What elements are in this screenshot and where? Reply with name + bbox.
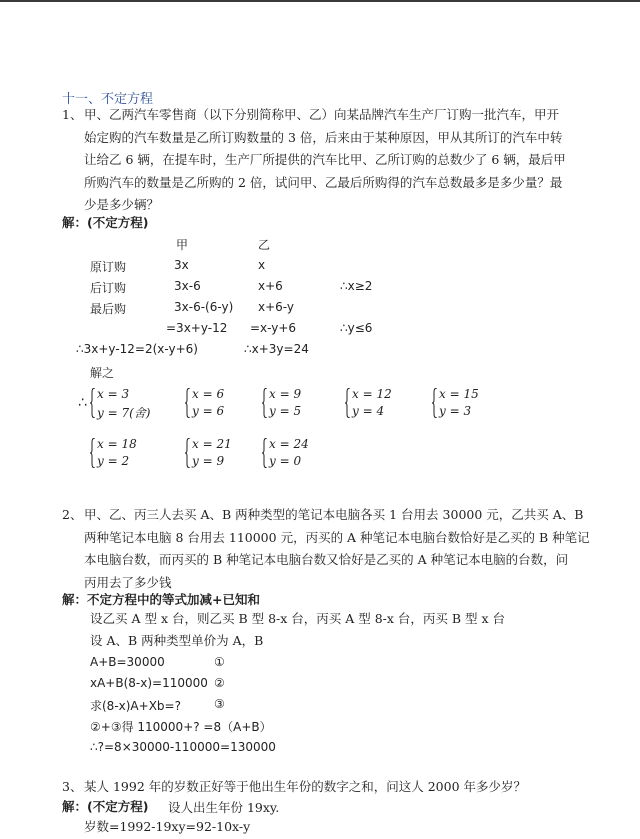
row-value-yi-simplified: =x-y+6 — [250, 321, 297, 335]
equation: xA+B(8-x)=110000 — [90, 676, 208, 690]
solution-2-line: 设 A、B 两种类型单价为 A，B — [90, 633, 264, 648]
row-label-final: 最后购 — [90, 302, 127, 316]
solve-label: 解之 — [90, 366, 115, 380]
row-value-yi: x+6-y — [258, 300, 295, 314]
solution-x: x = 12 — [352, 387, 392, 401]
solution-y: y = 3 — [439, 404, 472, 418]
brace-icon — [185, 438, 190, 468]
solution-x: x = 15 — [439, 387, 479, 401]
question-1-line: 让给乙 6 辆，在提车时，生产厂所提供的汽车比甲、乙所订购的总数少了 6 辆，最后甲 — [84, 152, 566, 167]
equation: 求(8-x)A+Xb=? — [90, 699, 181, 713]
top-border-line — [0, 0, 640, 2]
solution-3-last-line: 岁数=1992-19xy=92-10x-y — [84, 819, 251, 834]
brace-icon — [432, 388, 437, 418]
solution-y: y = 6 — [192, 404, 225, 418]
brace-icon — [262, 438, 267, 468]
question-2-number: 2、 — [62, 507, 83, 522]
equation-mark: ② — [214, 676, 225, 690]
solution-x: x = 18 — [97, 437, 137, 451]
row-label-original: 原订购 — [90, 260, 127, 274]
solution-x: x = 9 — [269, 387, 302, 401]
equation-reduced: ∴x+3y=24 — [244, 342, 309, 356]
equation-main: ∴3x+y-12=2(x-y+6) — [76, 342, 198, 356]
brace-icon — [90, 438, 95, 468]
row-value-yi: x+6 — [258, 279, 283, 293]
question-1-line: 所购汽车的数量是乙所购的 2 倍，试问甲、乙最后所购得的汽车总数最多是多少量？最 — [84, 174, 563, 190]
solution-x: x = 21 — [192, 437, 232, 451]
solution-1-title: 解：(不定方程) — [62, 215, 149, 230]
equation-mark: ① — [214, 655, 225, 669]
question-1-number: 1、 — [62, 107, 83, 122]
question-1-line: 始定购的汽车数量是乙所订购数量的 3 倍，后来由于某种原因，甲从其所订的汽车中转 — [84, 129, 563, 145]
therefore-symbol: ∴ — [78, 395, 87, 411]
solution-3-text: 设人出生年份 19xy. — [168, 800, 280, 815]
solution-y: y = 4 — [352, 404, 385, 418]
column-header-jia: 甲 — [176, 238, 189, 252]
question-1-line: 少是多少辆？ — [84, 197, 160, 212]
question-2-line: 甲、乙、丙三人去买 A、B 两种类型的笔记本电脑各买 1 台用去 30000 元，乙共买 A、B — [84, 507, 584, 522]
equation-mark: ③ — [214, 697, 225, 711]
brace-icon — [185, 388, 190, 418]
section-title: 十一、不定方程 — [62, 92, 154, 107]
question-2-line: 丙用去了多少钱 — [84, 574, 172, 590]
solution-2-answer: ∴?=8×30000-110000=130000 — [90, 740, 276, 754]
question-3-number: 3、 — [62, 779, 83, 794]
solution-y: y = 5 — [269, 404, 302, 418]
solution-y: y = 9 — [192, 454, 225, 468]
question-2-line: 本电脑台数，而丙买的 B 种笔记本电脑台数又恰好是乙买的 A 种笔记本电脑的台数，问 — [84, 552, 569, 567]
row-value-jia-simplified: =3x+y-12 — [166, 321, 228, 335]
row-label-later: 后订购 — [90, 281, 127, 295]
brace-icon — [90, 388, 95, 418]
condition-x: ∴x≥2 — [340, 279, 373, 293]
solution-x: x = 6 — [192, 387, 225, 401]
solution-y: y = 7(舍) — [97, 406, 151, 420]
condition-y: ∴y≤6 — [340, 321, 373, 335]
solution-x: x = 3 — [97, 387, 130, 401]
row-value-jia: 3x-6-(6-y) — [174, 300, 234, 314]
row-value-yi: x — [258, 258, 266, 272]
question-3-text: 某人 1992 年的岁数正好等于他出生年份的数字之和，问这人 2000 年多少岁？ — [84, 779, 527, 794]
question-1-line: 甲、乙两汽车零售商（以下分别简称甲、乙）向某品牌汽车生产厂订购一批汽车，甲开 — [84, 107, 560, 122]
solution-3-title: 解：(不定方程) — [62, 799, 149, 814]
equation: A+B=30000 — [90, 655, 165, 669]
solution-2-line: 设乙买 A 型 x 台，则乙买 B 型 8-x 台，丙买 A 型 8-x 台，丙买 B 型 x 台 — [90, 611, 506, 626]
row-value-jia: 3x-6 — [174, 279, 201, 293]
brace-icon — [345, 388, 350, 418]
solution-y: y = 0 — [269, 454, 302, 468]
row-value-jia: 3x — [174, 258, 189, 272]
solution-2-title: 解：不定方程中的等式加减+已知和 — [62, 592, 260, 607]
solution-2-step: ②+③得 110000+? =8（A+B） — [90, 720, 272, 734]
solution-y: y = 2 — [97, 454, 130, 468]
solution-x: x = 24 — [269, 437, 309, 451]
brace-icon — [262, 388, 267, 418]
question-1-text — [84, 104, 566, 217]
column-header-yi: 乙 — [258, 238, 271, 252]
question-2-text — [84, 504, 590, 594]
question-2-line: 两种笔记本电脑 8 台用去 110000 元，丙买的 A 种笔记本电脑台数恰好是乙买的 B 种笔记 — [84, 529, 590, 545]
